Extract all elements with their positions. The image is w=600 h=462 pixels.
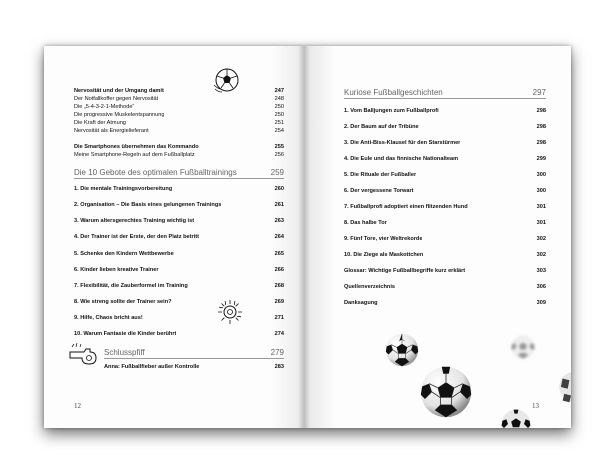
sun-sketch-icon	[216, 298, 244, 326]
left-page	[44, 46, 304, 428]
soccer-ball-photo-icon	[418, 364, 474, 420]
toc-entry[interactable]: Nervosität und der Umgang damit 247	[74, 88, 284, 94]
toc-entry[interactable]: 9. Fünf Tore, vier Weltrekorde 302	[344, 236, 546, 242]
chapter-heading[interactable]: Kuriose Fußballgeschichten 297	[344, 88, 546, 97]
toc-entry[interactable]: 7. Fußballprofi adoptiert einen flitzenden Hund 301	[344, 204, 546, 210]
toc-entry[interactable]: 10. Die Ziege als Maskottchen 302	[344, 252, 546, 258]
toc-entry[interactable]: Die Kraft der Atmung 251	[74, 120, 284, 126]
toc-entry[interactable]: Die Smartphones übernehmen das Kommando 255	[74, 144, 284, 150]
toc-entry[interactable]: 10. Warum Fantasie die Kinder berührt 274	[74, 331, 284, 337]
toc-entry[interactable]: Die progressive Muskelentspannung 250	[74, 112, 284, 118]
toc-entry[interactable]: Der Notfallkoffer gegen Nervosität 248	[74, 96, 284, 102]
page-number: 13	[532, 402, 539, 410]
toc-entry[interactable]: Danksagung 309	[344, 300, 546, 306]
toc-entry[interactable]: Glossar: Wichtige Fußballbegriffe kurz erklärt 303	[344, 268, 546, 274]
book-gutter	[298, 46, 310, 428]
toc-entry[interactable]: 4. Die Eule und das finnische Nationalteam 299	[344, 156, 546, 162]
soccer-ball-photo-icon	[510, 334, 536, 360]
toc-entry[interactable]: Meine Smartphone-Regeln auf dem Fußballplatz 256	[74, 152, 284, 158]
right-page	[304, 46, 571, 428]
toc-entry[interactable]: 3. Warum altersgerechtes Training wichtig ist 263	[74, 218, 284, 224]
toc-entry[interactable]: 1. Die mentale Trainingsvorbereitung 260	[74, 186, 284, 192]
toc-entry[interactable]: 3. Die Anti-Biss-Klausel für den Starstürmer 298	[344, 140, 546, 146]
open-book	[44, 46, 571, 428]
toc-entry[interactable]: 9. Hilfe, Chaos bricht aus! 271	[74, 315, 284, 321]
toc-entry[interactable]: 2. Der Baum auf der Tribüne 298	[344, 124, 546, 130]
toc-entry[interactable]: 5. Die Rituale der Fußballer 300	[344, 172, 546, 178]
toc-entry[interactable]: Quellenverzeichnis 306	[344, 284, 546, 290]
toc-entry[interactable]: Anna: Fußballfieber außer Kontrolle 283	[104, 364, 284, 370]
chapter-heading[interactable]: Die 10 Gebote des optimalen Fußballtrainings 259	[74, 168, 284, 177]
whistle-sketch-icon	[66, 342, 100, 366]
toc-entry[interactable]: 8. Wie streng sollte der Trainer sein? 269	[74, 299, 284, 305]
toc-entry[interactable]: Die „5-4-3-2-1-Methode“ 250	[74, 104, 284, 110]
toc-entry[interactable]: 1. Vom Balljungen zum Fußballprofi 298	[344, 108, 546, 114]
toc-entry[interactable]: 5. Schenke den Kindern Wettbewerbe 265	[74, 251, 284, 257]
toc-entry[interactable]: 6. Der vergessene Torwart 300	[344, 188, 546, 194]
toc-entry[interactable]: Nervosität als Energielieferant 254	[74, 128, 284, 134]
toc-entry[interactable]: 2. Organisation – Die Basis eines gelungenen Trainings 261	[74, 202, 284, 208]
toc-entry[interactable]: 8. Das halbe Tor 301	[344, 220, 546, 226]
page-number: 12	[74, 402, 81, 410]
soccer-ball-photo-icon	[554, 370, 571, 404]
soccer-ball-photo-icon	[384, 332, 420, 368]
toc-entry[interactable]: 7. Flexibilität, die Zauberformel im Training 268	[74, 283, 284, 289]
chapter-heading[interactable]: Schlusspfiff 279	[104, 348, 284, 357]
soccer-ball-photo-icon	[500, 408, 532, 428]
toc-entry[interactable]: 6. Kinder lieben kreative Trainer 266	[74, 267, 284, 273]
toc-entry[interactable]: 4. Der Trainer ist der Erste, der den Platz betritt 264	[74, 234, 284, 240]
